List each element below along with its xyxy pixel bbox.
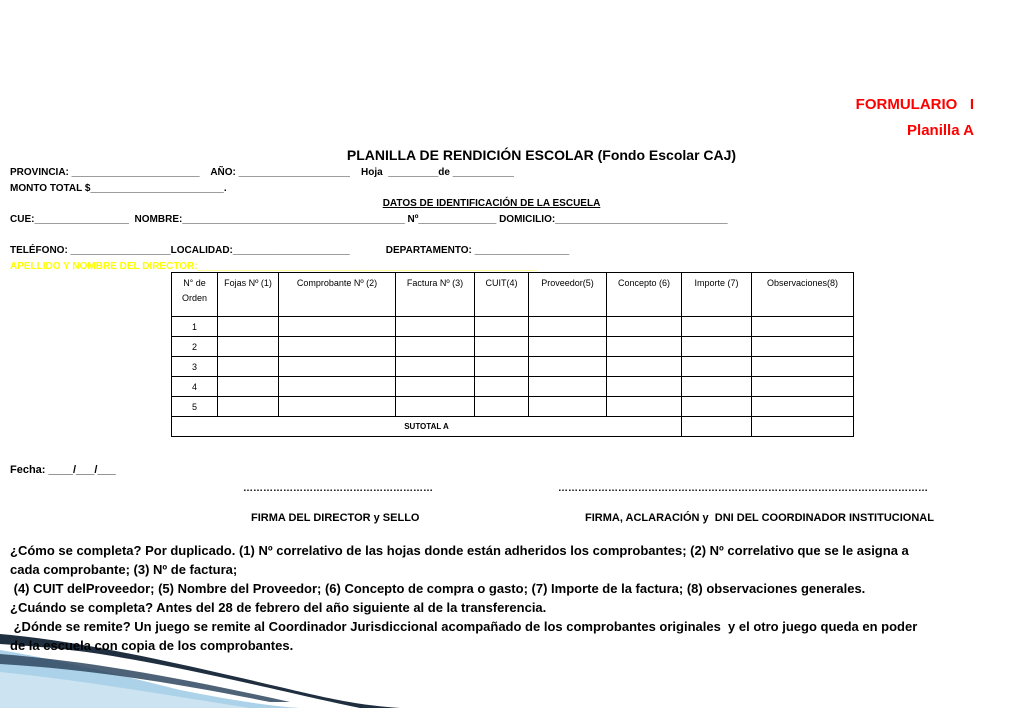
header-cell: Proveedor(5) (529, 273, 607, 317)
table-header-row (172, 273, 854, 317)
cue-line: CUE:_________________ NOMBRE:________________________________________ Nº______________ DOMICILIO:_______________________________ (10, 214, 728, 225)
rendicion-table (171, 272, 854, 437)
provincia-line: PROVINCIA: _______________________ AÑO: ____________________ Hoja _________de ___________ (10, 167, 514, 178)
header-cell: Importe (7) (682, 273, 752, 317)
input-cell[interactable] (682, 377, 752, 397)
instruction-line-5: ¿Dónde se remite? Un juego se remite al Coordinador Jurisdiccional acompañado de los comprobantes originales y el otro juego queda en poder (10, 619, 918, 634)
input-cell[interactable] (607, 377, 682, 397)
order-cell: 5 (172, 397, 218, 417)
header-cell: Concepto (6) (607, 273, 682, 317)
input-cell[interactable] (475, 377, 529, 397)
input-cell[interactable] (529, 397, 607, 417)
input-cell[interactable] (682, 357, 752, 377)
order-cell: 2 (172, 337, 218, 357)
input-cell[interactable] (475, 397, 529, 417)
input-cell[interactable] (396, 317, 475, 337)
input-cell[interactable] (396, 357, 475, 377)
input-cell[interactable] (682, 317, 752, 337)
planilla-label: Planilla A (907, 122, 974, 139)
table-row (172, 337, 854, 357)
table-row (172, 357, 854, 377)
input-cell[interactable] (752, 317, 854, 337)
input-cell[interactable] (396, 337, 475, 357)
header-cell: Comprobante Nº (2) (279, 273, 396, 317)
input-cell[interactable] (218, 377, 279, 397)
page-title: PLANILLA DE RENDICIÓN ESCOLAR (Fondo Escolar CAJ) (346, 147, 737, 163)
input-cell[interactable] (607, 397, 682, 417)
input-cell[interactable] (529, 337, 607, 357)
header-cell: N° de Orden (172, 273, 218, 317)
input-cell[interactable] (752, 337, 854, 357)
telefono-line: TELÉFONO: __________________LOCALIDAD:_____________________ DEPARTAMENTO: _________________ (10, 245, 570, 256)
input-cell[interactable] (682, 337, 752, 357)
instruction-line-1: ¿Cómo se completa? Por duplicado. (1) Nº correlativo de las hojas donde están adheridos los comprobantes; (2) Nº correlativo que se le asigna a (10, 543, 909, 558)
header-cell: Factura Nº (3) (396, 273, 475, 317)
director-signature-label: FIRMA DEL DIRECTOR y SELLO (251, 512, 420, 524)
header-cell: Observaciones(8) (752, 273, 854, 317)
subtotal-importe-cell[interactable] (682, 417, 752, 437)
input-cell[interactable] (279, 397, 396, 417)
table-row (172, 317, 854, 337)
input-cell[interactable] (607, 357, 682, 377)
input-cell[interactable] (475, 357, 529, 377)
input-cell[interactable] (682, 397, 752, 417)
input-cell[interactable] (396, 397, 475, 417)
input-cell[interactable] (279, 357, 396, 377)
input-cell[interactable] (529, 377, 607, 397)
coordinator-signature-line: ………………………………………………………………………………………………… (558, 483, 928, 494)
input-cell[interactable] (752, 357, 854, 377)
header-cell: CUIT(4) (475, 273, 529, 317)
order-cell: 1 (172, 317, 218, 337)
input-cell[interactable] (475, 337, 529, 357)
input-cell[interactable] (396, 377, 475, 397)
input-cell[interactable] (752, 377, 854, 397)
order-cell: 4 (172, 377, 218, 397)
monto-total-line: MONTO TOTAL $________________________. (10, 183, 227, 194)
subtotal-label: SUTOTAL A (172, 417, 682, 437)
input-cell[interactable] (218, 317, 279, 337)
input-cell[interactable] (218, 337, 279, 357)
coordinator-signature-label: FIRMA, ACLARACIÓN y DNI DEL COORDINADOR INSTITUCIONAL (585, 512, 934, 524)
input-cell[interactable] (607, 317, 682, 337)
subtotal-row (172, 417, 854, 437)
input-cell[interactable] (218, 357, 279, 377)
input-cell[interactable] (752, 397, 854, 417)
fecha-line: Fecha: ____/___/___ (10, 464, 116, 476)
instruction-line-3: (4) CUIT delProveedor; (5) Nombre del Proveedor; (6) Concepto de compra o gasto; (7) Importe de la factura; (8) observaciones generales. (10, 581, 866, 596)
input-cell[interactable] (529, 357, 607, 377)
input-cell[interactable] (475, 317, 529, 337)
input-cell[interactable] (279, 377, 396, 397)
director-line: APELLIDO Y NOMBRE DEL DIRECTOR:_____________________________________________________________ (10, 261, 537, 272)
order-cell: 3 (172, 357, 218, 377)
input-cell[interactable] (279, 337, 396, 357)
formulario-label: FORMULARIO I (855, 96, 974, 113)
table-row (172, 397, 854, 417)
input-cell[interactable] (607, 337, 682, 357)
section-title: DATOS DE IDENTIFICACIÓN DE LA ESCUELA (382, 198, 601, 209)
instruction-line-2: cada comprobante; (3) Nº de factura; (10, 562, 238, 577)
subtotal-observaciones-cell[interactable] (752, 417, 854, 437)
instruction-line-4: ¿Cuándo se completa? Antes del 28 de febrero del año siguiente al de la transferencia. (10, 600, 547, 615)
instruction-line-6: de la escuela con copia de los comprobantes. (10, 638, 294, 653)
header-cell: Fojas Nº (1) (218, 273, 279, 317)
director-signature-line: ………………………………………………… (243, 483, 433, 494)
input-cell[interactable] (529, 317, 607, 337)
input-cell[interactable] (279, 317, 396, 337)
table-row (172, 377, 854, 397)
input-cell[interactable] (218, 397, 279, 417)
